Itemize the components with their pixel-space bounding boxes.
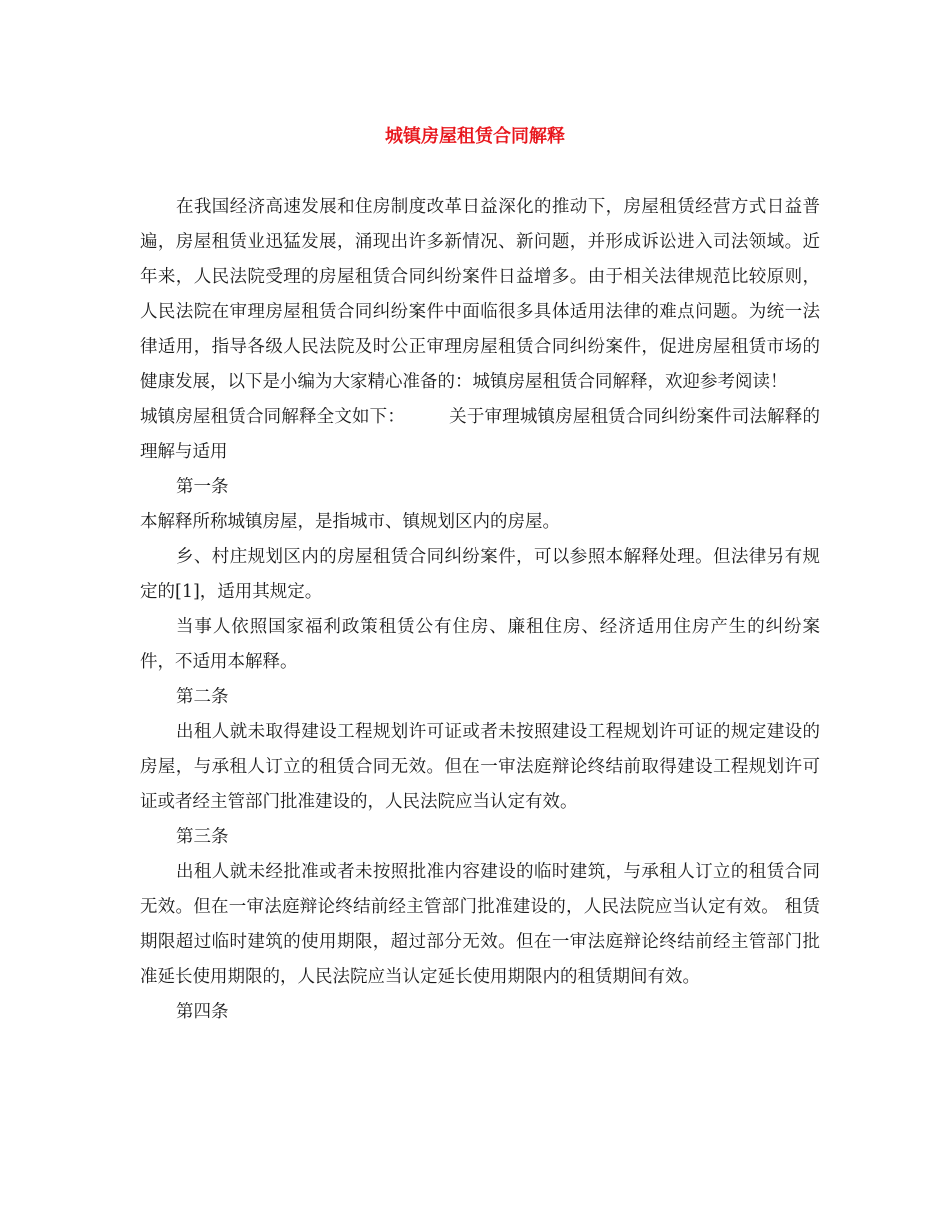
document-title: 城镇房屋租赁合同解释 bbox=[385, 126, 565, 147]
article-1-paragraph-3: 当事人依照国家福利政策租赁公有住房、廉租住房、经济适用住房产生的纠纷案件，不适用本解释。 bbox=[140, 617, 820, 672]
fulltext-lead: 城镇房屋租赁合同解释全文如下： bbox=[140, 407, 405, 427]
fulltext-subject: 关于审理城镇房屋租赁合同纠纷案件司法解释的理解与适用 bbox=[140, 407, 820, 462]
article-3-heading: 第三条 bbox=[176, 827, 229, 847]
fulltext-line bbox=[140, 400, 820, 470]
article-4-heading: 第四条 bbox=[176, 1002, 229, 1022]
article-2-paragraph-1: 出租人就未取得建设工程规划许可证或者未按照建设工程规划许可证的规定建设的房屋，与承租人订立的租赁合同无效。但在一审法庭辩论终结前取得建设工程规划许可证或者经主管部门批准建设的，人民法院应当认定有效。 bbox=[140, 722, 820, 812]
article-3-paragraph-1: 出租人就未经批准或者未按照批准内容建设的临时建筑，与承租人订立的租赁合同无效。但在一审法庭辩论终结前经主管部门批准建设的，人民法院应当认定有效。 租赁期限超过临时建筑的使用期限，超过部分无效。但在一审法庭辩论终结前经主管部门批准延长使用期限的，人民法院应当认定延长使用期限内的租赁期间有效。 bbox=[140, 862, 820, 987]
article-1-paragraph-1: 本解释所称城镇房屋，是指城市、镇规划区内的房屋。 bbox=[140, 512, 560, 532]
document-body bbox=[140, 190, 820, 1030]
intro-paragraph: 在我国经济高速发展和住房制度改革日益深化的推动下，房屋租赁经营方式日益普遍，房屋租赁业迅猛发展，涌现出许多新情况、新问题，并形成诉讼进入司法领域。近年来，人民法院受理的房屋租赁合同纠纷案件日益增多。由于相关法律规范比较原则，人民法院在审理房屋租赁合同纠纷案件中面临很多具体适用法律的难点问题。为统一法律适用，指导各级人民法院及时公正审理房屋租赁合同纠纷案件，促进房屋租赁市场的健康发展，以下是小编为大家精心准备的：城镇房屋租赁合同解释，欢迎参考阅读！ bbox=[140, 197, 820, 392]
article-2-heading: 第二条 bbox=[176, 687, 229, 707]
article-1-heading: 第一条 bbox=[176, 477, 229, 497]
article-1-paragraph-2: 乡、村庄规划区内的房屋租赁合同纠纷案件，可以参照本解释处理。但法律另有规定的[1]，适用其规定。 bbox=[140, 547, 820, 602]
